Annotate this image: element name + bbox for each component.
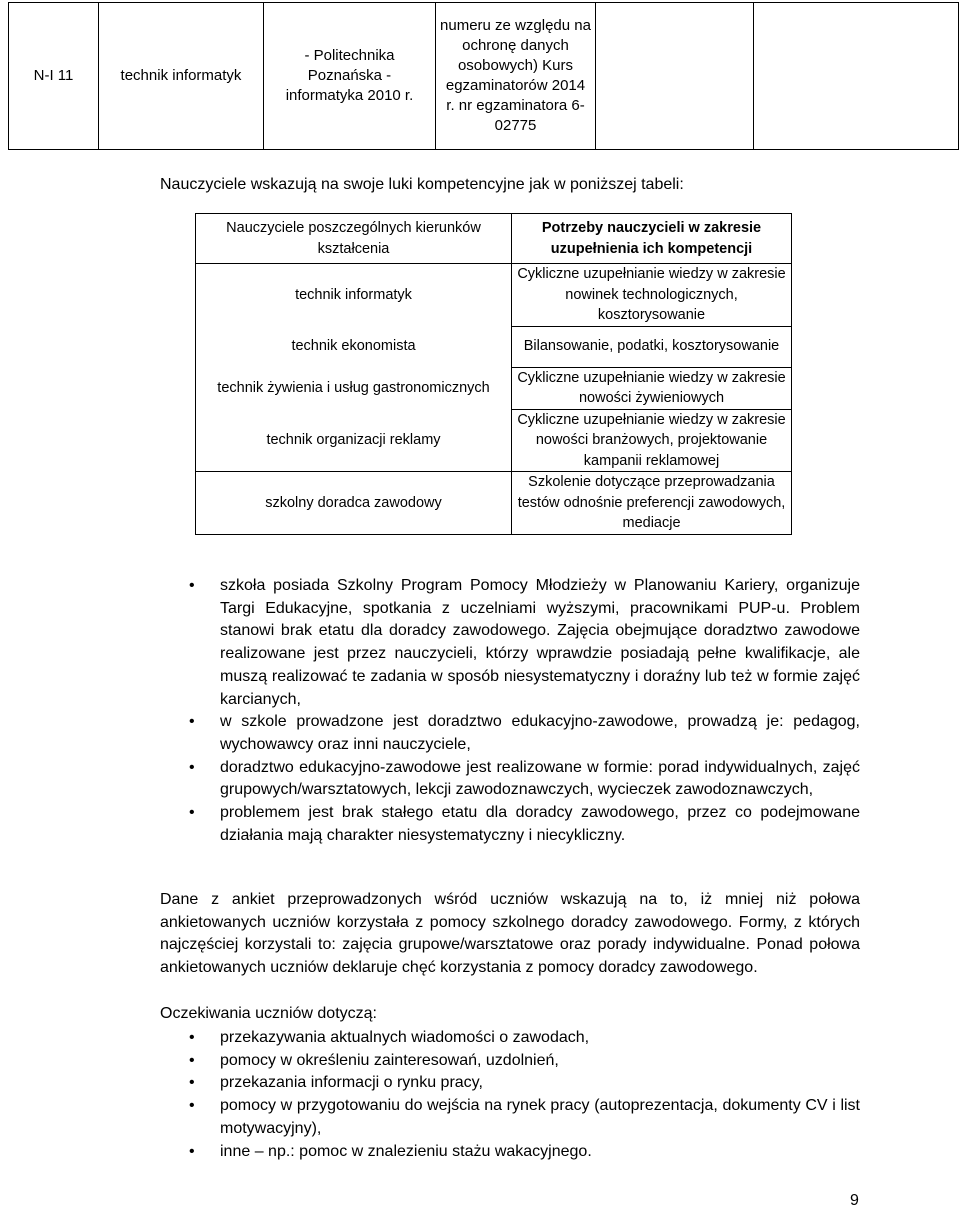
list-item: • doradztwo edukacyjno-zawodowe jest realizowane w formie: porad indywidualnych, zajęć grupowych/warsztatowych, lekcji zawodoznawczych, wycieczek zawodoznawczych,: [220, 757, 860, 802]
table-row: [196, 326, 792, 367]
needs-cell: Cykliczne uzupełnianie wiedzy w zakresie nowości branżowych, projektowanie kampanii reklamowej: [512, 409, 792, 472]
list-item: • pomocy w przygotowaniu do wejścia na rynek pracy (autoprezentacja, dokumenty CV i list motywacyjny),: [220, 1095, 860, 1140]
needs-cell: Cykliczne uzupełnianie wiedzy w zakresie nowości żywieniowych: [512, 367, 792, 409]
competency-table: [195, 213, 792, 535]
teacher-cell: technik organizacji reklamy: [196, 409, 512, 472]
list-item: • problemem jest brak stałego etatu dla doradcy zawodowego, przez co podejmowane działania mają charakter niesystematyczny i niecykliczny.: [220, 802, 860, 847]
table-row: [9, 3, 959, 150]
expectations-list: [220, 1027, 860, 1163]
code-cell: N-I 11: [9, 3, 99, 150]
needs-cell: Bilansowanie, podatki, kosztorysowanie: [512, 326, 792, 367]
needs-cell: Cykliczne uzupełnianie wiedzy w zakresie nowinek technologicznych, kosztorysowanie: [512, 264, 792, 327]
empty-cell: [596, 3, 754, 150]
list-item: • szkoła posiada Szkolny Program Pomocy Młodzieży w Planowaniu Kariery, organizuje Targi Edukacyjne, spotkania z uczelniami wyższymi, pracownikami PUP-u. Problem stanowi brak etatu dla doradcy zawodowego. Zajęcia obejmujące doradztwo zawodowe realizowane jest przez nauczycieli, którzy wprawdzie posiadają pełne kwalifikacje, ale muszą realizować te zadania w sposób niesystematyczny i doraźny lub też w formie zajęć karcianych,: [220, 575, 860, 711]
expectations-label: Oczekiwania uczniów dotyczą:: [160, 1005, 377, 1022]
empty-cell: [754, 3, 959, 150]
profession-cell: technik informatyk: [99, 3, 264, 150]
page-number: 9: [850, 1192, 859, 1209]
list-item: • pomocy w określeniu zainteresowań, uzdolnień,: [220, 1050, 860, 1073]
header-left: Nauczyciele poszczególnych kierunków kształcenia: [196, 214, 512, 264]
list-item: • przekazywania aktualnych wiadomości o zawodach,: [220, 1027, 860, 1050]
staff-table: [8, 2, 959, 150]
table-row: [196, 409, 792, 472]
education-cell: - Politechnika Poznańska - informatyka 2010 r.: [264, 3, 436, 150]
header-right: Potrzeby nauczycieli w zakresie uzupełnienia ich kompetencji: [512, 214, 792, 264]
list-item: • przekazania informacji o rynku pracy,: [220, 1072, 860, 1095]
teacher-cell: technik ekonomista: [196, 326, 512, 367]
list-item: • w szkole prowadzone jest doradztwo edukacyjno-zawodowe, prowadzą je: pedagog, wychowawcy oraz inni nauczyciele,: [220, 711, 860, 756]
survey-paragraph: Dane z ankiet przeprowadzonych wśród uczniów wskazują na to, iż mniej niż połowa ankietowanych uczniów korzystała z pomocy szkolnego doradcy zawodowego. Formy, z których najczęściej korzystali to: zajęcia grupowe/warsztatowe oraz porady indywidualne. Ponad połowa ankietowanych uczniów deklaruje chęć korzystania z pomocy doradcy zawodowego.: [160, 891, 860, 977]
needs-cell: Szkolenie dotyczące przeprowadzania testów odnośnie preferencji zawodowych, mediacje: [512, 472, 792, 535]
teacher-cell: szkolny doradca zawodowy: [196, 472, 512, 535]
intro-text: Nauczyciele wskazują na swoje luki kompetencyjne jak w poniższej tabeli:: [160, 176, 684, 193]
table-row: [196, 367, 792, 409]
teacher-cell: technik informatyk: [196, 264, 512, 327]
table-row: [196, 472, 792, 535]
table-row: [196, 264, 792, 327]
note-cell: numeru ze względu na ochronę danych osobowych) Kurs egzaminatorów 2014 r. nr egzaminatora 6-02775: [436, 3, 596, 150]
teacher-cell: technik żywienia i usług gastronomicznych: [196, 367, 512, 409]
school-bullet-list: [220, 575, 860, 847]
table-header-row: [196, 214, 792, 264]
list-item: • inne – np.: pomoc w znalezieniu stażu wakacyjnego.: [220, 1141, 860, 1164]
